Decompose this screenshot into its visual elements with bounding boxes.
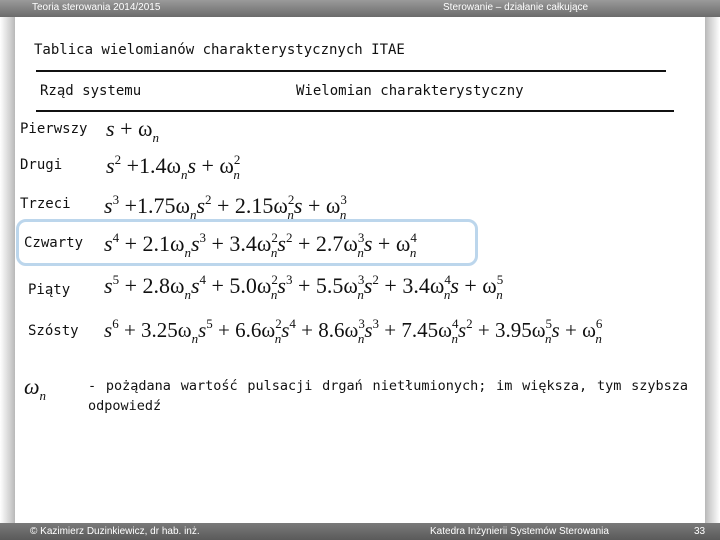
row-label-fourth: Czwarty: [24, 235, 84, 251]
table-header-rule: [36, 110, 674, 112]
footer-bar: [0, 523, 720, 540]
left-frame-decoration: [0, 17, 15, 523]
polynomial-fifth: $s^5 + 2.8\omega_ns^4 + 5.0\omega^2_ns^3 + 5.5\omega^3_ns^2 + 3.4\omega^4_ns + \omega^5_n$: [104, 272, 504, 302]
row-label-sixth: Szósty: [28, 323, 79, 339]
polynomial-sixth: $s^6 + 3.25\omega_ns^5 + 6.6\omega^2_ns^4 + 8.6\omega^3_ns^3 + 7.45\omega^4_ns^2 + 3.95\omega^5_ns + \omega^6_n$: [104, 316, 603, 346]
footer-department: Katedra Inżynierii Systemów Sterowania: [430, 526, 609, 537]
column-header-polynomial: Wielomian charakterystyczny: [296, 83, 524, 99]
omega-symbol: $\omega_n$: [24, 374, 47, 403]
polynomial-second: $s^2 +1.4\omega_ns + \omega^2_n$: [106, 152, 241, 182]
header-bar: [0, 0, 720, 17]
table-top-rule: [36, 70, 666, 72]
section-title: Sterowanie – działanie całkujące: [443, 2, 589, 13]
omega-description: - pożądana wartość pulsacji drgań nietłumionych; im większa, tym szybsza odpowiedź: [88, 378, 688, 414]
slide-title: Tablica wielomianów charakterystycznych ITAE: [34, 42, 405, 58]
row-label-fifth: Piąty: [28, 282, 71, 298]
polynomial-third: $s^3 +1.75\omega_ns^2 + 2.15\omega^2_ns + \omega^3_n$: [104, 192, 347, 222]
footer-author: © Kazimierz Duzinkiewicz, dr hab. inż.: [30, 526, 200, 537]
page-number: 33: [694, 526, 706, 537]
row-label-third: Trzeci: [20, 196, 71, 212]
right-frame-decoration: [705, 17, 720, 523]
row-label-second: Drugi: [20, 157, 63, 173]
row-label-first: Pierwszy: [20, 121, 88, 137]
course-title: Teoria sterowania 2014/2015: [32, 2, 161, 13]
polynomial-first: $s + \omega_n$: [106, 116, 159, 145]
polynomial-fourth: $s^4 + 2.1\omega_ns^3 + 3.4\omega^2_ns^2 + 2.7\omega^3_ns + \omega^4_n$: [104, 230, 417, 260]
column-header-order: Rząd systemu: [40, 83, 142, 99]
